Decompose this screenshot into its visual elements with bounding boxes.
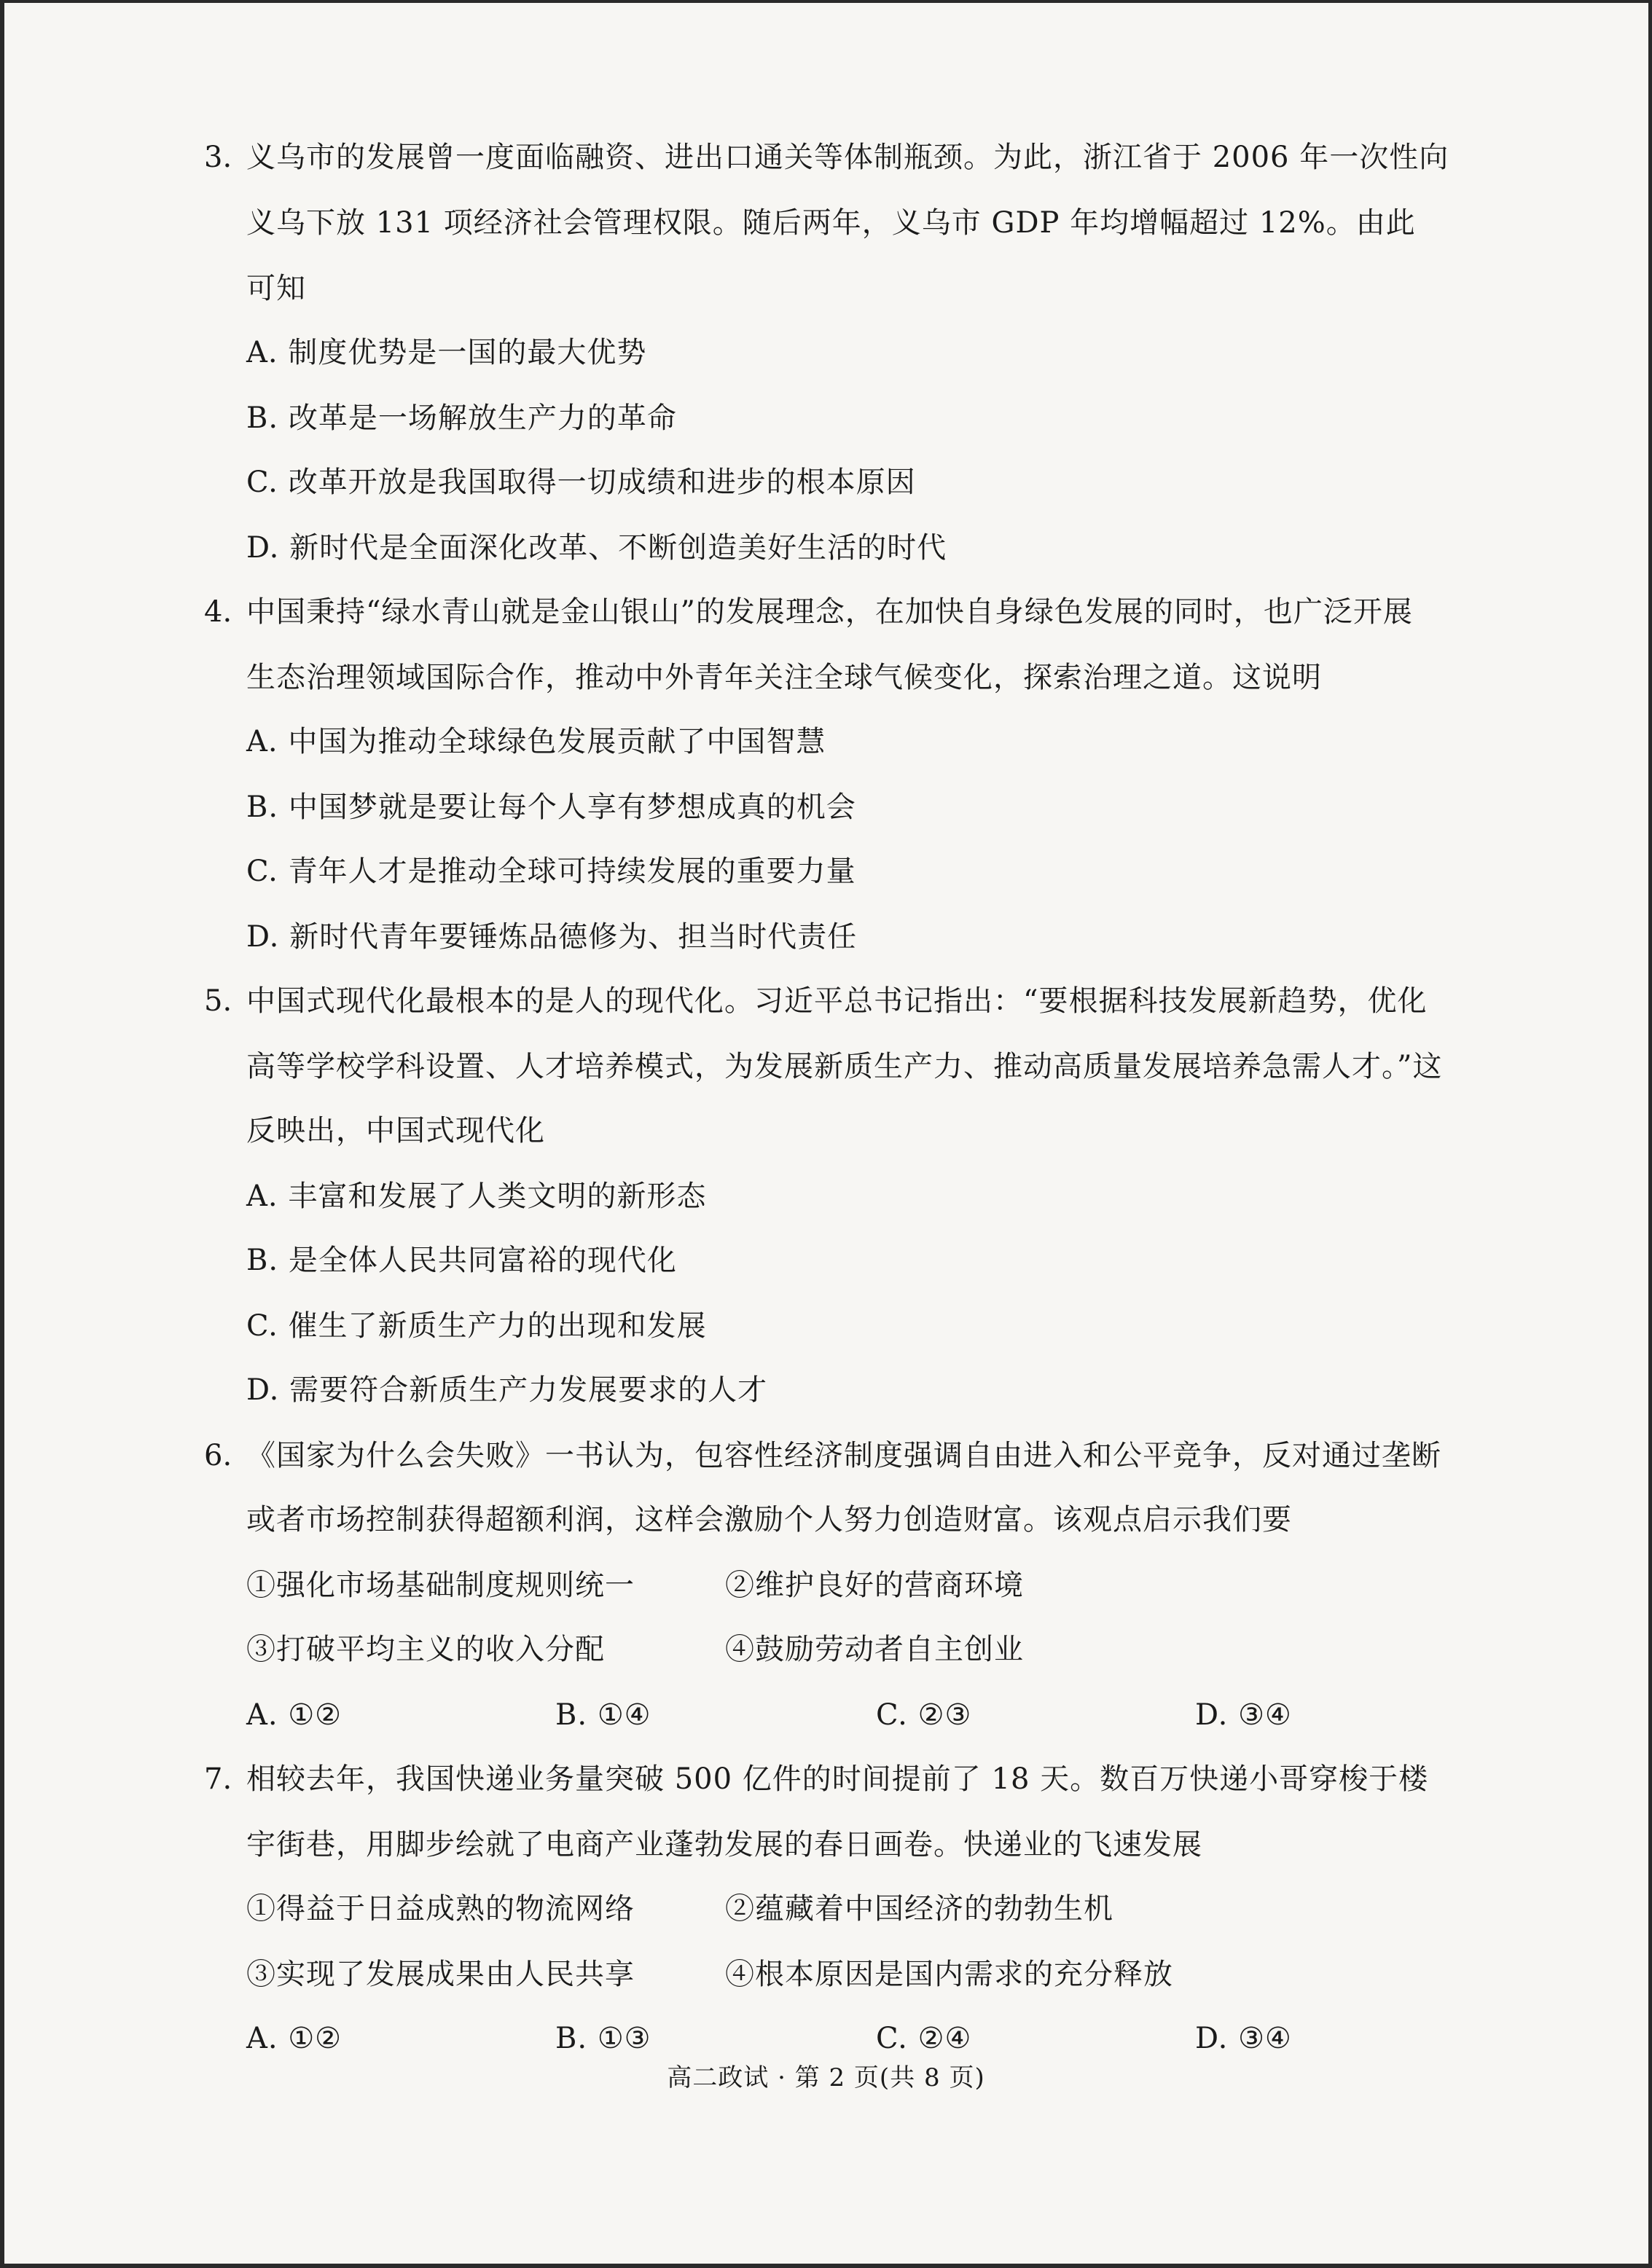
choice-c: C. ②③ [876, 1698, 972, 1732]
option-a: A. 丰富和发展了人类文明的新形态 [246, 1180, 707, 1213]
choice-b: B. ①④ [555, 1698, 651, 1732]
statement-2: ②维护良好的营商环境 [725, 1569, 1024, 1602]
question-number: 5. [204, 984, 232, 1018]
question-number: 6. [204, 1439, 232, 1472]
option-d: D. 需要符合新质生产力发展要求的人才 [246, 1373, 768, 1407]
statement-3: ③打破平均主义的收入分配 [246, 1633, 605, 1666]
option-b: B. 是全体人民共同富裕的现代化 [246, 1244, 677, 1277]
question-stem-line: 生态治理领域国际合作，推动中外青年关注全球气候变化，探索治理之道。这说明 [246, 661, 1322, 694]
option-a: A. 制度优势是一国的最大优势 [246, 336, 647, 369]
option-b: B. 改革是一场解放生产力的革命 [246, 401, 677, 435]
question-stem-line: 相较去年，我国快递业务量突破 500 亿件的时间提前了 18 天。数百万快递小哥穿梭于楼 [246, 1762, 1429, 1796]
statement-1: ①得益于日益成熟的物流网络 [246, 1892, 635, 1926]
question-stem-line: 《国家为什么会失败》一书认为，包容性经济制度强调自由进入和公平竞争，反对通过垄断 [246, 1439, 1441, 1472]
statement-4: ④根本原因是国内需求的充分释放 [725, 1958, 1173, 1991]
question-stem-line: 中国式现代化最根本的是人的现代化。习近平总书记指出：“要根据科技发展新趋势，优化 [246, 984, 1428, 1018]
option-d: D. 新时代青年要锤炼品德修为、担当时代责任 [246, 920, 858, 954]
statement-3: ③实现了发展成果由人民共享 [246, 1958, 635, 1991]
scan-border-top [0, 0, 1652, 3]
statement-2: ②蕴藏着中国经济的勃勃生机 [725, 1892, 1113, 1926]
choice-a: A. ①② [246, 2022, 342, 2055]
statement-1: ①强化市场基础制度规则统一 [246, 1569, 635, 1602]
question-stem-line: 义乌市的发展曾一度面临融资、进出口通关等体制瓶颈。为此，浙江省于 2006 年一次性向 [246, 141, 1449, 174]
option-c: C. 催生了新质生产力的出现和发展 [246, 1309, 707, 1343]
choice-b: B. ①③ [555, 2022, 651, 2055]
option-d: D. 新时代是全面深化改革、不断创造美好生活的时代 [246, 531, 947, 565]
scan-border-right [1648, 0, 1652, 2268]
choice-c: C. ②④ [876, 2022, 972, 2055]
question-stem-line: 或者市场控制获得超额利润，这样会激励个人努力创造财富。该观点启示我们要 [246, 1503, 1292, 1537]
scan-border-left [0, 0, 4, 2268]
question-stem-line: 中国秉持“绿水青山就是金山银山”的发展理念，在加快自身绿色发展的同时，也广泛开展 [246, 595, 1413, 629]
option-a: A. 中国为推动全球绿色发展贡献了中国智慧 [246, 725, 826, 758]
option-b: B. 中国梦就是要让每个人享有梦想成真的机会 [246, 790, 856, 824]
question-stem-line: 义乌下放 131 项经济社会管理权限。随后两年，义乌市 GDP 年均增幅超过 12%。由此 [246, 206, 1416, 240]
option-c: C. 改革开放是我国取得一切成绩和进步的根本原因 [246, 466, 916, 499]
question-stem-line: 反映出，中国式现代化 [246, 1114, 545, 1147]
choice-d: D. ③④ [1195, 1698, 1292, 1732]
statement-4: ④鼓励劳动者自主创业 [725, 1633, 1024, 1666]
option-c: C. 青年人才是推动全球可持续发展的重要力量 [246, 855, 856, 888]
question-stem-line: 可知 [246, 272, 306, 305]
choice-d: D. ③④ [1195, 2022, 1292, 2055]
question-number: 4. [204, 595, 232, 629]
choice-a: A. ①② [246, 1698, 342, 1732]
question-stem-line: 宇街巷，用脚步绘就了电商产业蓬勃发展的春日画卷。快递业的飞速发展 [246, 1828, 1202, 1861]
page-footer: 高二政试 · 第 2 页(共 8 页) [667, 2063, 985, 2092]
question-number: 3. [204, 141, 232, 174]
scan-border-bottom [0, 2264, 1652, 2268]
question-number: 7. [204, 1762, 232, 1796]
question-stem-line: 高等学校学科设置、人才培养模式，为发展新质生产力、推动高质量发展培养急需人才。”这 [246, 1050, 1443, 1083]
